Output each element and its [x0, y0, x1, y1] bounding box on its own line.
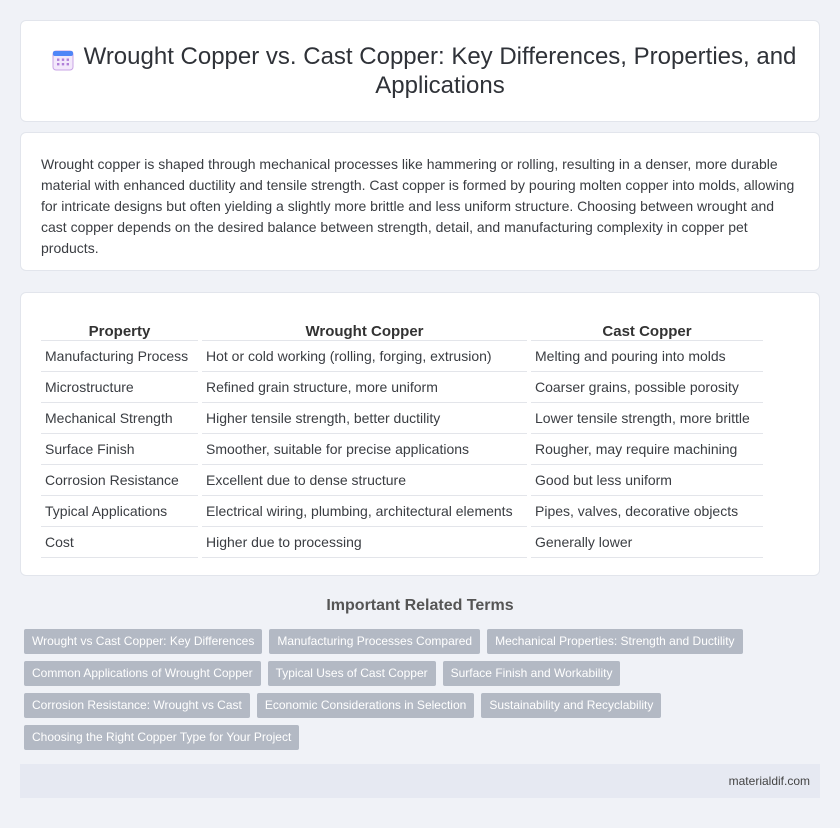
table-cell: Corrosion Resistance — [41, 465, 198, 496]
table-cell: Microstructure — [41, 372, 198, 403]
table-cell: Higher tensile strength, better ductility — [202, 403, 527, 434]
table-cell: Typical Applications — [41, 496, 198, 527]
table-row — [41, 465, 763, 496]
table-row — [41, 341, 763, 372]
page-title: Wrought Copper vs. Cast Copper: Key Differences, Properties, and Applications — [83, 43, 797, 99]
related-term-tag[interactable]: Common Applications of Wrought Copper — [24, 661, 261, 686]
table-row — [41, 403, 763, 434]
intro-paragraph: Wrought copper is shaped through mechanical processes like hammering or rolling, resulting in a denser, more durable material with enhanced ductility and tensile strength. Cast copper is formed by pouring molten copper into molds, allowing for intricate designs but often yielding a slightly more brittle and less uniform structure. Choosing between wrought and cast copper depends on the desired balance between strength, detail, and manufacturing complexity in copper pet products. — [41, 156, 795, 256]
table-cell: Refined grain structure, more uniform — [202, 372, 527, 403]
related-term-tag[interactable]: Surface Finish and Workability — [443, 661, 621, 686]
related-term-tag[interactable]: Choosing the Right Copper Type for Your Project — [24, 725, 299, 750]
column-header-wrought: Wrought Copper — [202, 315, 527, 341]
table-row — [41, 434, 763, 465]
related-term-tag[interactable]: Corrosion Resistance: Wrought vs Cast — [24, 693, 250, 718]
table-cell: Smoother, suitable for precise applications — [202, 434, 527, 465]
table-header-row — [41, 315, 763, 341]
table-cell: Cost — [41, 527, 198, 558]
comparison-table — [37, 315, 767, 558]
column-header-property: Property — [41, 315, 198, 341]
footer-site-link[interactable]: materialdif.com — [728, 774, 810, 788]
table-cell: Good but less uniform — [531, 465, 763, 496]
related-term-tag[interactable]: Sustainability and Recyclability — [481, 693, 661, 718]
header-card — [20, 20, 820, 122]
table-cell: Melting and pouring into molds — [531, 341, 763, 372]
related-term-tag[interactable]: Typical Uses of Cast Copper — [268, 661, 436, 686]
related-term-tag[interactable]: Mechanical Properties: Strength and Ductility — [487, 629, 742, 654]
table-cell: Rougher, may require machining — [531, 434, 763, 465]
related-term-tag[interactable]: Wrought vs Cast Copper: Key Differences — [24, 629, 262, 654]
table-row — [41, 496, 763, 527]
table-cell: Coarser grains, possible porosity — [531, 372, 763, 403]
column-header-cast: Cast Copper — [531, 315, 763, 341]
intro-card — [20, 132, 820, 271]
table-row — [41, 372, 763, 403]
related-terms-heading: Important Related Terms — [326, 597, 514, 614]
table-cell: Pipes, valves, decorative objects — [531, 496, 763, 527]
table-cell: Generally lower — [531, 527, 763, 558]
related-term-tag[interactable]: Economic Considerations in Selection — [257, 693, 474, 718]
table-row — [41, 527, 763, 558]
table-cell: Higher due to processing — [202, 527, 527, 558]
table-cell: Surface Finish — [41, 434, 198, 465]
related-term-tag[interactable]: Manufacturing Processes Compared — [269, 629, 480, 654]
table-cell: Hot or cold working (rolling, forging, extrusion) — [202, 341, 527, 372]
related-terms-list — [24, 629, 824, 757]
table-cell: Excellent due to dense structure — [202, 465, 527, 496]
table-cell: Electrical wiring, plumbing, architectural elements — [202, 496, 527, 527]
comparison-table-card — [20, 292, 820, 576]
table-cell: Mechanical Strength — [41, 403, 198, 434]
table-cell: Manufacturing Process — [41, 341, 198, 372]
table-cell: Lower tensile strength, more brittle — [531, 403, 763, 434]
footer — [20, 764, 820, 798]
